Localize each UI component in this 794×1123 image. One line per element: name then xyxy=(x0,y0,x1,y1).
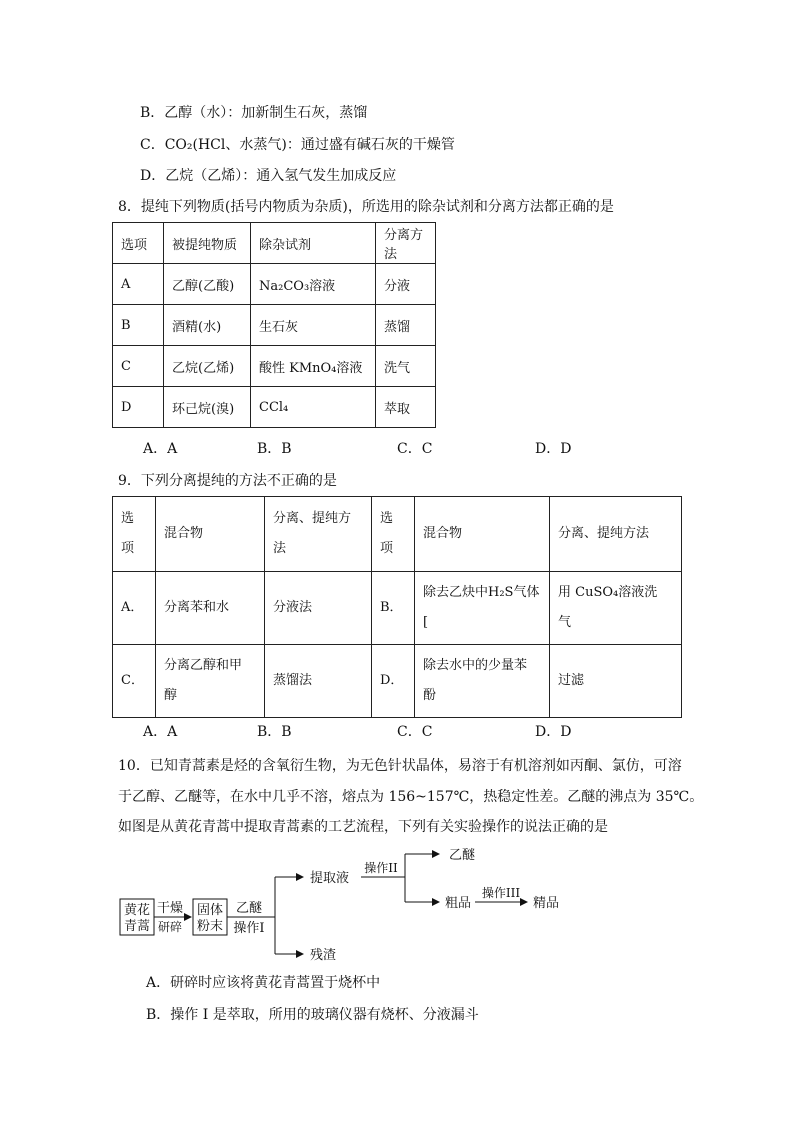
table-cell: 生石灰 xyxy=(251,305,376,346)
flow-step2-top: 乙醚 xyxy=(235,901,263,916)
table-cell: 选 项 xyxy=(372,497,415,572)
table-cell: 萃取 xyxy=(376,387,436,428)
flow-step2-bottom: 操作I xyxy=(233,921,265,936)
table-cell: 分液法 xyxy=(265,572,372,645)
table-cell: 过滤 xyxy=(550,645,682,718)
flow-crude: 粗品 xyxy=(445,896,472,911)
table-cell: 混合物 xyxy=(415,497,550,572)
table-cell: 除去乙炔中H₂S气体 [ xyxy=(415,572,550,645)
table-cell: 乙烷(乙烯) xyxy=(164,346,251,387)
q9-option-a: A．A xyxy=(143,724,178,740)
table-row xyxy=(113,264,436,305)
flow-residue: 残渣 xyxy=(310,948,337,963)
q9-option-c: C．C xyxy=(397,724,433,740)
table-cell: 分离乙醇和甲 醇 xyxy=(156,645,265,718)
q10-option-b: B．操作 I 是萃取，所用的玻璃仪器有烧杯、分液漏斗 xyxy=(146,1007,479,1023)
table-cell: C． xyxy=(113,645,156,718)
q8-option-c: C．C xyxy=(397,441,433,457)
table-cell: 选项 xyxy=(113,223,164,264)
flow-op3: 操作III xyxy=(481,886,521,900)
question-8: 8．提纯下列物质(括号内物质为杂质)，所选用的除杂试剂和分离方法都正确的是 xyxy=(118,199,614,215)
flow-fine: 精品 xyxy=(533,896,560,911)
flow-ether: 乙醚 xyxy=(449,848,476,863)
q9-option-b: B．B xyxy=(257,724,292,740)
table-cell: Na₂CO₃溶液 xyxy=(251,264,376,305)
table-header-row xyxy=(113,223,436,264)
q7-option-c: C．CO₂(HCl、水蒸气)：通过盛有碱石灰的干燥管 xyxy=(140,137,455,153)
table-cell: D xyxy=(113,387,164,428)
table-header-row xyxy=(113,497,682,572)
flow-step1-top: 干燥 xyxy=(156,901,184,916)
table-cell: B． xyxy=(372,572,415,645)
table-cell: 蒸馏 xyxy=(376,305,436,346)
question-10-line-2: 于乙醇、乙醚等，在水中几乎不溶，熔点为 156~157℃，热稳定性差。乙醚的沸点为 35℃。 xyxy=(118,789,704,805)
table-cell: 选 项 xyxy=(113,497,156,572)
table-row xyxy=(113,645,682,718)
q7-option-d: D．乙烷（乙烯）：通入氢气发生加成反应 xyxy=(140,168,397,184)
flow-start-line-1: 黄花 xyxy=(123,903,151,918)
flow-extract: 提取液 xyxy=(310,871,350,886)
table-cell: 洗气 xyxy=(376,346,436,387)
table-cell: CCl₄ xyxy=(251,387,376,428)
q9-option-d: D．D xyxy=(535,724,572,740)
table-cell: 除杂试剂 xyxy=(251,223,376,264)
question-10-line-3: 如图是从黄花青蒿中提取青蒿素的工艺流程，下列有关实验操作的说法正确的是 xyxy=(118,819,608,835)
table-cell: 分离苯和水 xyxy=(156,572,265,645)
flow-powder-line-2: 粉末 xyxy=(196,919,224,934)
q8-option-d: D．D xyxy=(535,441,572,457)
table-cell: 分离、提纯方法 xyxy=(550,497,682,572)
table-cell: 环己烷(溴) xyxy=(164,387,251,428)
table-cell: 蒸馏法 xyxy=(265,645,372,718)
table-cell: 分液 xyxy=(376,264,436,305)
q9-table xyxy=(112,496,682,718)
table-cell: 酸性 KMnO₄溶液 xyxy=(251,346,376,387)
question-10-line-1: 10．已知青蒿素是烃的含氧衍生物，为无色针状晶体，易溶于有机溶剂如丙酮、氯仿，可溶 xyxy=(118,758,682,774)
table-row xyxy=(113,387,436,428)
table-row xyxy=(113,572,682,645)
question-9: 9．下列分离提纯的方法不正确的是 xyxy=(118,473,337,489)
table-cell: 乙醇(乙酸) xyxy=(164,264,251,305)
table-cell: 分离方法 xyxy=(376,223,436,264)
table-row xyxy=(113,305,436,346)
flow-diagram xyxy=(115,842,575,972)
table-cell: 用 CuSO₄溶液洗 气 xyxy=(550,572,682,645)
q8-option-b: B．B xyxy=(257,441,292,457)
flow-op2: 操作II xyxy=(364,861,398,875)
table-row xyxy=(113,346,436,387)
table-cell: 混合物 xyxy=(156,497,265,572)
table-cell: A xyxy=(113,264,164,305)
table-cell: 除去水中的少量苯 酚 xyxy=(415,645,550,718)
flow-step1-bottom: 研碎 xyxy=(157,920,183,934)
table-cell: 被提纯物质 xyxy=(164,223,251,264)
q7-option-b: B．乙醇（水）：加新制生石灰，蒸馏 xyxy=(140,105,368,121)
q8-option-a: A．A xyxy=(143,441,178,457)
table-cell: 分离、提纯方法 xyxy=(265,497,372,572)
flow-powder-line-1: 固体 xyxy=(196,903,224,918)
table-cell: B xyxy=(113,305,164,346)
flow-start-line-2: 青蒿 xyxy=(123,919,151,934)
q10-option-a: A．研碎时应该将黄花青蒿置于烧杯中 xyxy=(146,975,381,991)
q8-table xyxy=(112,222,436,428)
table-cell: C xyxy=(113,346,164,387)
table-cell: A． xyxy=(113,572,156,645)
table-cell: D． xyxy=(372,645,415,718)
table-cell: 酒精(水) xyxy=(164,305,251,346)
